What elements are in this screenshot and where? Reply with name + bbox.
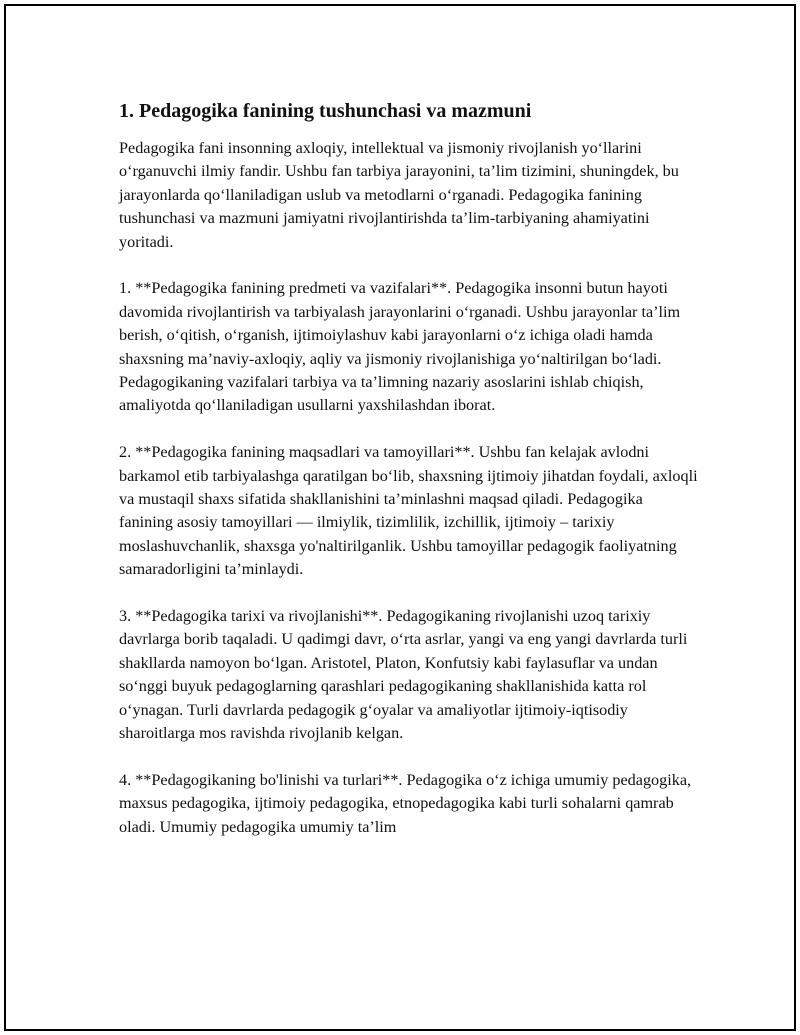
document-page [4, 4, 796, 1031]
document-body [119, 99, 699, 863]
section-1-paragraph: 1. **Pedagogika fanining predmeti va vazifalari**. Pedagogika insonni butun hayoti davomida rivojlantirish va tarbiyalash jarayonlarini o‘rganadi. Ushbu jarayonlar ta’lim berish, o‘qitish, o‘rganish, ijtimoiylashuv kabi jarayonlarni o‘z ichiga oladi hamda shaxsning ma’naviy-axloqiy, aqliy va jismoniy rivojlanishiga yo‘naltirilgan bo‘ladi. Pedagogikaning vazifalari tarbiya va ta’limning nazariy asoslarini ishlab chiqish, amaliyotda qo‘llaniladigan usullarni yaxshilashdan iborat. [119, 279, 681, 415]
section-3-paragraph: 3. **Pedagogika tarixi va rivojlanishi**. Pedagogikaning rivojlanishi uzoq tarixiy davrlarga borib taqaladi. U qadimgi davr, o‘rta asrlar, yangi va eng yangi davrlarda turli shakllarda namoyon bo‘lgan. Aristotel, Platon, Konfutsiy kabi faylasuflar va undan so‘nggi buyuk pedagoglarning qarashlari pedagogikaning shakllanishida katta rol o‘ynagan. Turli davrlarda pedagogik g‘oyalar va amaliyotlar ijtimoiy-iqtisodiy sharoitlarga mos ravishda rivojlanib kelgan. [119, 607, 688, 743]
document-title: 1. Pedagogika fanining tushunchasi va mazmuni [119, 100, 532, 122]
section-4-paragraph: 4. **Pedagogikaning bo'linishi va turlari**. Pedagogika o‘z ichiga umumiy pedagogika, maxsus pedagogika, ijtimoiy pedagogika, etnopedagogika kabi turli sohalarni qamrab oladi. Umumiy pedagogika umumiy ta’lim [119, 770, 692, 836]
section-2-paragraph: 2. **Pedagogika fanining maqsadlari va tamoyillari**. Ushbu fan kelajak avlodni barkamol etib tarbiyalashga qaratilgan bo‘lib, shaxsning ijtimoiy jihatdan foydali, axloqli va mustaqil shaxs sifatida shakllanishini ta’minlashni maqsad qiladi. Pedagogika fanining asosiy tamoyillari — ilmiylik, tizimlilik, izchillik, ijtimoiy – tarixiy moslashuvchanlik, shaxsga yo'naltirilganlik. Ushbu tamoyillar pedagogik faoliyatning samaradorligini ta’minlaydi. [119, 443, 698, 579]
intro-paragraph: Pedagogika fani insonning axloqiy, intellektual va jismoniy rivojlanish yo‘llarini o‘rganuvchi ilmiy fandir. Ushbu fan tarbiya jarayonini, ta’lim tizimini, shuningdek, bu jarayonlarda qo‘llaniladigan uslub va metodlarni o‘rganadi. Pedagogika fanining tushunchasi va mazmuni jamiyatni rivojlantirishda ta’lim-tarbiyaning ahamiyatini yoritadi. [119, 139, 679, 251]
